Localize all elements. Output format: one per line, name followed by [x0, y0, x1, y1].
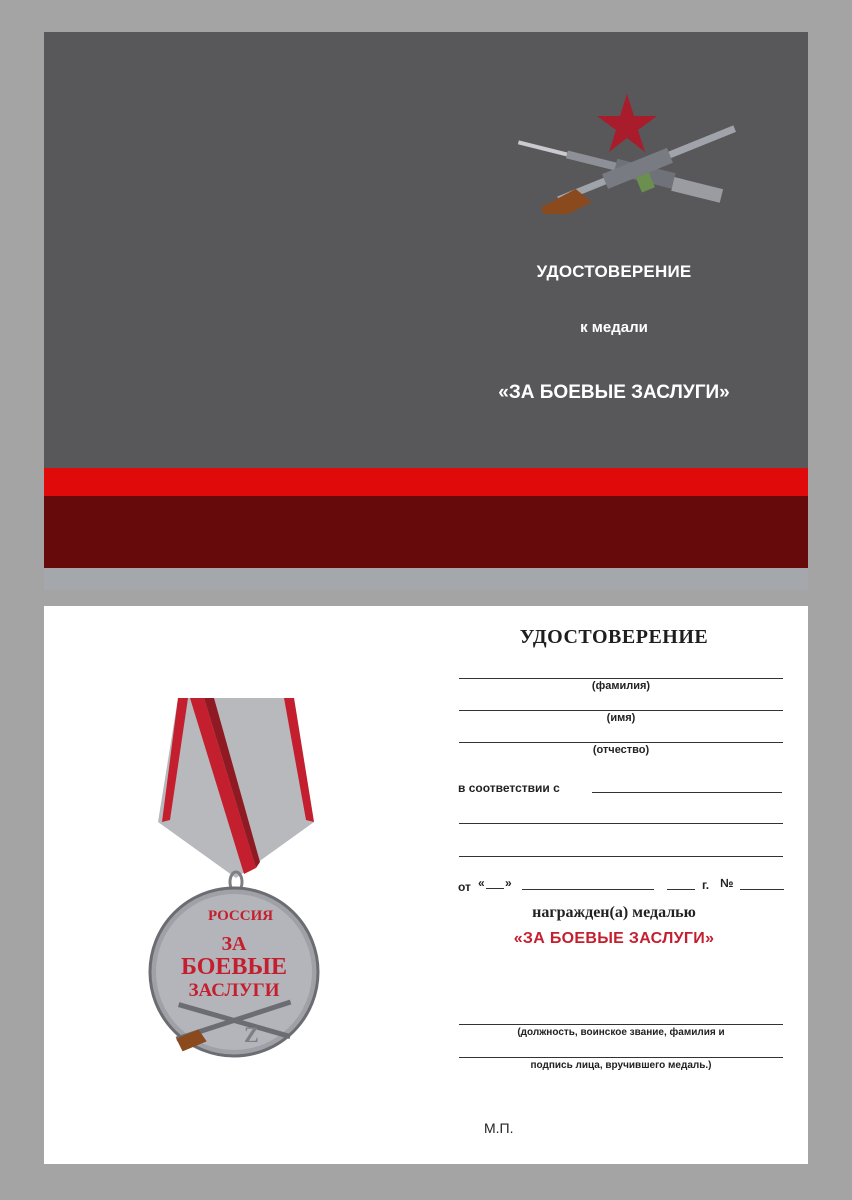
medal-line-3: ЗАСЛУГИ	[188, 980, 280, 1001]
medal-image	[126, 692, 346, 1092]
certificate-inner	[44, 606, 808, 1164]
month-line[interactable]	[522, 889, 654, 890]
year-line[interactable]	[667, 889, 695, 890]
position-line[interactable]	[459, 1024, 783, 1025]
from-label: от	[458, 880, 471, 894]
patronymic-caption: (отчество)	[592, 744, 650, 756]
cover-subtitle: к медали	[580, 319, 648, 336]
day-line[interactable]	[486, 888, 504, 889]
red-stripe	[44, 468, 808, 496]
according-label: в соответствии с	[458, 781, 560, 795]
name-caption: (имя)	[606, 712, 636, 724]
number-label: №	[720, 876, 734, 890]
year-label: г.	[702, 878, 710, 892]
cover-medal-name: «ЗА БОЕВЫЕ ЗАСЛУГИ»	[498, 382, 730, 403]
signature-line[interactable]	[459, 1057, 783, 1058]
maroon-band	[44, 496, 808, 568]
surname-caption: (фамилия)	[591, 680, 651, 692]
medal-top-text: РОССИЯ	[208, 908, 274, 924]
according-line[interactable]	[592, 792, 782, 793]
certificate-cover	[44, 32, 808, 590]
name-line[interactable]	[459, 710, 783, 711]
position-caption: (должность, воинское звание, фамилия и	[517, 1027, 725, 1038]
document-line-2[interactable]	[459, 856, 783, 857]
patronymic-line[interactable]	[459, 742, 783, 743]
medal-line-1: ЗА	[221, 933, 247, 955]
awarded-text: награжден(а) медалью	[532, 904, 696, 921]
stamp-label: М.П.	[484, 1120, 514, 1136]
red-star-icon	[597, 94, 657, 152]
inner-medal-name: «ЗА БОЕВЫЕ ЗАСЛУГИ»	[513, 930, 715, 947]
star-crossed-rifles-icon	[514, 94, 744, 214]
number-line[interactable]	[740, 889, 784, 890]
quote-close: »	[505, 876, 512, 890]
document-line-1[interactable]	[459, 823, 783, 824]
medal-line-2: БОЕВЫЕ	[181, 954, 287, 980]
signature-caption: подпись лица, вручившего медаль.)	[530, 1060, 712, 1071]
inner-title: УДОСТОВЕРЕНИЕ	[519, 626, 709, 648]
cover-title: УДОСТОВЕРЕНИЕ	[536, 262, 692, 281]
quote-open: «	[478, 876, 485, 890]
surname-line[interactable]	[459, 678, 783, 679]
svg-text:Z: Z	[244, 1022, 259, 1047]
grey-band	[44, 568, 808, 590]
